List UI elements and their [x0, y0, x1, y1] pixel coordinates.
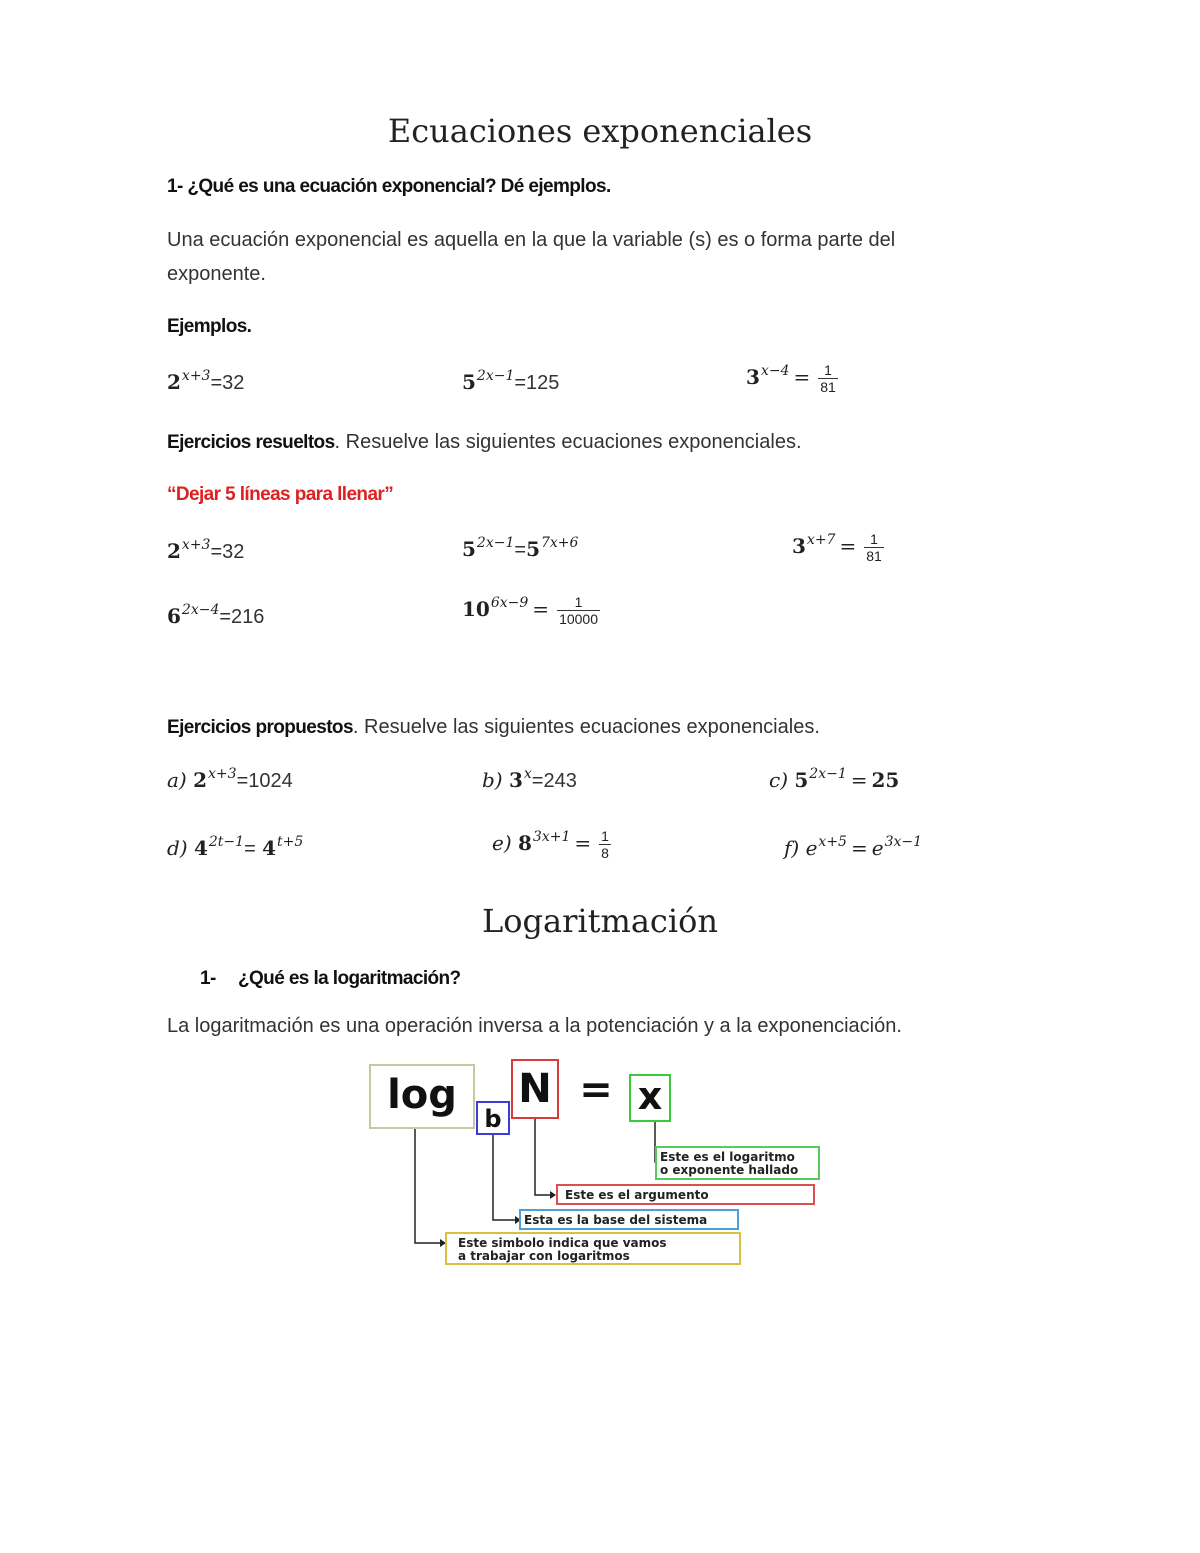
log-label-line-2: a trabajar con logaritmos	[458, 1249, 630, 1263]
solved-3: $3^{x+7}$ = $\frac{1}{81}$	[792, 531, 882, 564]
equals-symbol: =	[579, 1067, 613, 1113]
base-label: Esta es la base del sistema	[524, 1213, 708, 1227]
example-3-base: 3	[746, 365, 760, 389]
example-3-equals: =	[793, 365, 811, 389]
propuestos-label: Ejercicios propuestos	[167, 717, 353, 738]
example-2-rhs: =125	[514, 372, 560, 394]
solved-2: $5^{2x-1}=5^{7x+6}$	[462, 535, 579, 561]
proposed-e: e) $8^{3x+1}$ = $\frac{1}{8}$	[492, 828, 609, 861]
examples-label: Ejemplos.	[167, 316, 252, 337]
proposed-c: c) $5^{2x-1} = 25$	[769, 766, 900, 792]
example-3-fraction: $\frac{1}{81}$	[820, 362, 836, 395]
resueltos-text: . Resuelve las siguientes ecuaciones exponenciales.	[334, 431, 802, 453]
red-note: “Dejar 5 líneas para llenar”	[167, 484, 394, 505]
proposed-a: a) $2^{x+3}=1024$	[167, 766, 293, 792]
base-symbol: b	[484, 1105, 502, 1133]
argument-symbol: N	[518, 1066, 552, 1112]
example-1-rhs: =32	[210, 372, 245, 394]
example-1	[167, 370, 244, 395]
solved-1: $2^{x+3}=32$	[167, 537, 245, 563]
exponent-symbol: x	[637, 1074, 663, 1118]
log-label-line-1: Este simbolo indica que vamos	[458, 1236, 667, 1250]
example-2-base: 5	[462, 370, 476, 394]
definition-line-2: exponente.	[167, 263, 266, 285]
example-1-base: 2	[167, 370, 181, 394]
question-2: ¿Qué es la logaritmación?	[238, 968, 461, 989]
exponent-label-line-1: Este es el logaritmo	[660, 1150, 795, 1164]
propuestos-text: . Resuelve las siguientes ecuaciones exponenciales.	[352, 716, 820, 738]
argument-label: Este es el argumento	[565, 1188, 709, 1202]
proposed-d: d) $4^{2t-1}= 4^{t+5}$	[167, 834, 304, 860]
example-2-exponent: 2x−1	[476, 368, 515, 384]
log-definition: La logaritmación es una operación inversa a la potenciación y a la exponenciación.	[167, 1015, 902, 1037]
example-3	[746, 362, 838, 395]
solved-4: $6^{2x-4}=216$	[167, 602, 265, 628]
example-3-exponent: x−4	[760, 363, 790, 379]
question-2-number: 1-	[200, 968, 216, 989]
log-symbol: log	[387, 1072, 457, 1118]
example-2	[462, 370, 559, 395]
proposed-f: f) $e^{x+5} = e^{3x-1}$	[784, 834, 923, 860]
resueltos-heading	[167, 431, 802, 454]
resueltos-label: Ejercicios resueltos	[167, 432, 335, 453]
page-title: Ecuaciones exponenciales	[387, 112, 813, 150]
propuestos-heading	[167, 716, 820, 739]
solved-5: $10^{6x-9}$ = $\frac{1}{10000}$	[462, 594, 598, 627]
exponent-label-line-2: o exponente hallado	[660, 1163, 799, 1177]
proposed-b: b) $3^x=243$	[482, 766, 577, 792]
question-1: 1- ¿Qué es una ecuación exponencial? Dé ejemplos.	[167, 176, 611, 197]
example-1-exponent: x+3	[181, 368, 211, 384]
logarithm-diagram	[360, 1055, 830, 1270]
section-title-logaritmacion: Logaritmación	[482, 902, 718, 940]
definition-line-1: Una ecuación exponencial es aquella en la que la variable (s) es o forma parte del	[167, 229, 896, 251]
